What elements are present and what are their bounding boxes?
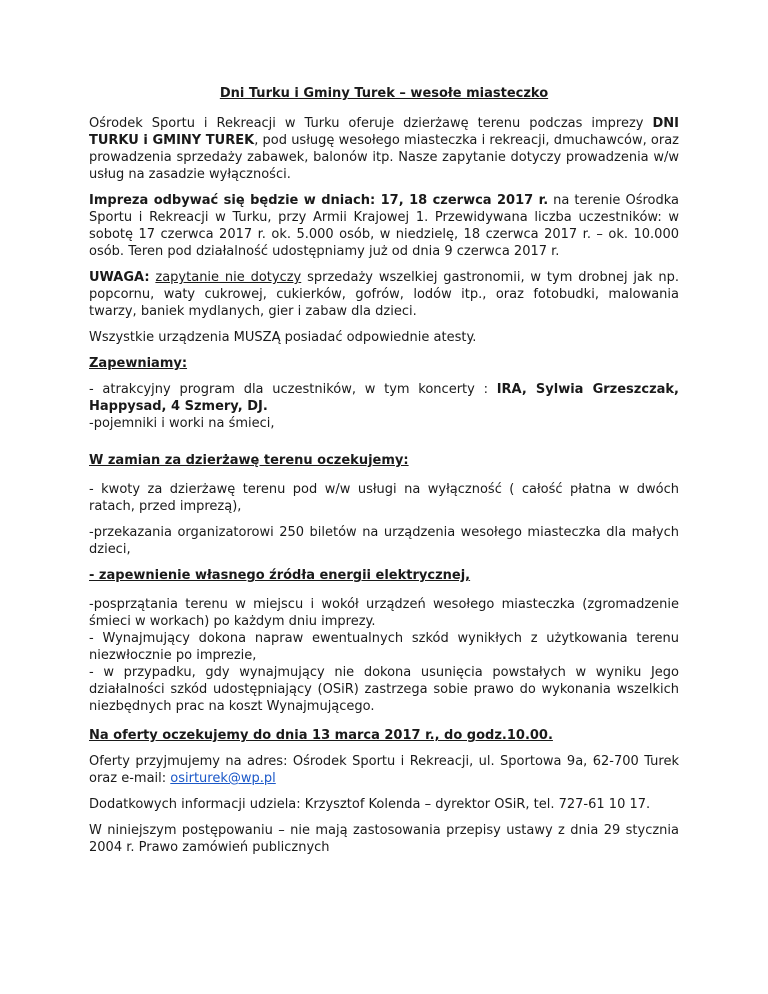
attest-paragraph: Wszystkie urządzenia MUSZĄ posiadać odpowiednie atesty. xyxy=(89,330,477,345)
bands-list: IRA, Sylwia Grzeszczak, Happysad, 4 Szmery, DJ. xyxy=(89,382,679,414)
intro-paragraph xyxy=(89,115,679,183)
event-dates-paragraph xyxy=(89,192,679,260)
warning-text: sprzedaży wszelkiej gastronomii, w tym drobnej jak np. popcornu, waty cukrowej, cukierków, gofrów, lodów itp., oraz fotobudki, malowania twarzy, baniek mydlanych, gier i zabaw dla dzieci. xyxy=(89,270,679,319)
expect-item-5: - Wynajmujący dokona napraw ewentualnych szkód wynikłych z użytkowania terenu niezwłocznie po imprezie, xyxy=(89,631,679,663)
event-dates: Impreza odbywać się będzie w dniach: 17, 18 czerwca 2017 r. xyxy=(89,193,549,208)
provide-line-1-text: - atrakcyjny program dla uczestników, w tym koncerty : xyxy=(89,382,497,397)
legal-paragraph: W niniejszym postępowaniu – nie mają zastosowania przepisy ustawy z dnia 29 stycznia 2004 r. Prawo zamówień publicznych xyxy=(89,823,679,855)
document-title: Dni Turku i Gminy Turek – wesołe miasteczko xyxy=(219,86,549,101)
expect-item-6: - w przypadku, gdy wynajmujący nie dokona usunięcia powstałych w wyniku Jego działalności szkód udostępniający (OSiR) zastrzega sobie prawo do wykonania wszelkich niezbędnych prac na koszt Wynajmującego. xyxy=(89,665,679,714)
event-details: na terenie Ośrodka Sportu i Rekreacji w Turku, przy Armii Krajowej 1. Przewidywana liczba uczestników: w sobotę 17 czerwca 2017 r. ok. 5.000 osób, w niedzielę, 18 czerwca 2017 r. – ok. 10.000 osób. Teren pod działalność udostępniamy już od dnia 9 czerwca 2017 r. xyxy=(89,193,680,259)
expect-item-3: - zapewnienie własnego źródła energii elektrycznej, xyxy=(89,568,471,583)
intro-text-2: , pod usługę wesołego miasteczka i rekreacji, dmuchawców, oraz prowadzenia sprzedaży zabawek, balonów itp. Nasze zapytanie dotyczy prowadzenia w/w usług na zasadzie wyłączności. xyxy=(89,133,680,182)
warning-paragraph xyxy=(89,269,679,320)
expect-heading: W zamian za dzierżawę terenu oczekujemy: xyxy=(89,453,409,468)
address-paragraph xyxy=(89,753,679,787)
event-name: DNI TURKU i GMINY TUREK xyxy=(89,116,679,148)
expect-item-4: -posprzątania terenu w miejscu i wokół urządzeń wesołego miasteczka (zgromadzenie śmieci w workach) po każdym dniu imprezy. xyxy=(89,597,679,629)
deadline: Na oferty oczekujemy do dnia 13 marca 2017 r., do godz.10.00. xyxy=(89,728,553,743)
intro-text-1: Ośrodek Sportu i Rekreacji w Turku oferuje dzierżawę terenu podczas imprezy xyxy=(89,116,653,131)
email-link[interactable]: osirturek@wp.pl xyxy=(170,771,276,786)
provide-heading: Zapewniamy: xyxy=(89,356,188,371)
expect-item-2: -przekazania organizatorowi 250 biletów na urządzenia wesołego miasteczka dla małych dzieci, xyxy=(89,525,679,557)
provide-line-2: -pojemniki i worki na śmieci, xyxy=(89,416,275,431)
document-page xyxy=(89,85,679,865)
warning-underlined: zapytanie nie dotyczy xyxy=(155,270,302,285)
provide-line-1 xyxy=(89,381,679,415)
address-text: Oferty przyjmujemy na adres: Ośrodek Sportu i Rekreacji, ul. Sportowa 9a, 62-700 Turek oraz e-mail: xyxy=(89,754,679,786)
expect-item-1: - kwoty za dzierżawę terenu pod w/w usługi na wyłączność ( całość płatna w dwóch ratach, przed imprezą), xyxy=(89,482,679,514)
warning-label: UWAGA: xyxy=(89,270,150,285)
contact-paragraph: Dodatkowych informacji udziela: Krzysztof Kolenda – dyrektor OSiR, tel. 727-61 10 17. xyxy=(89,797,651,812)
